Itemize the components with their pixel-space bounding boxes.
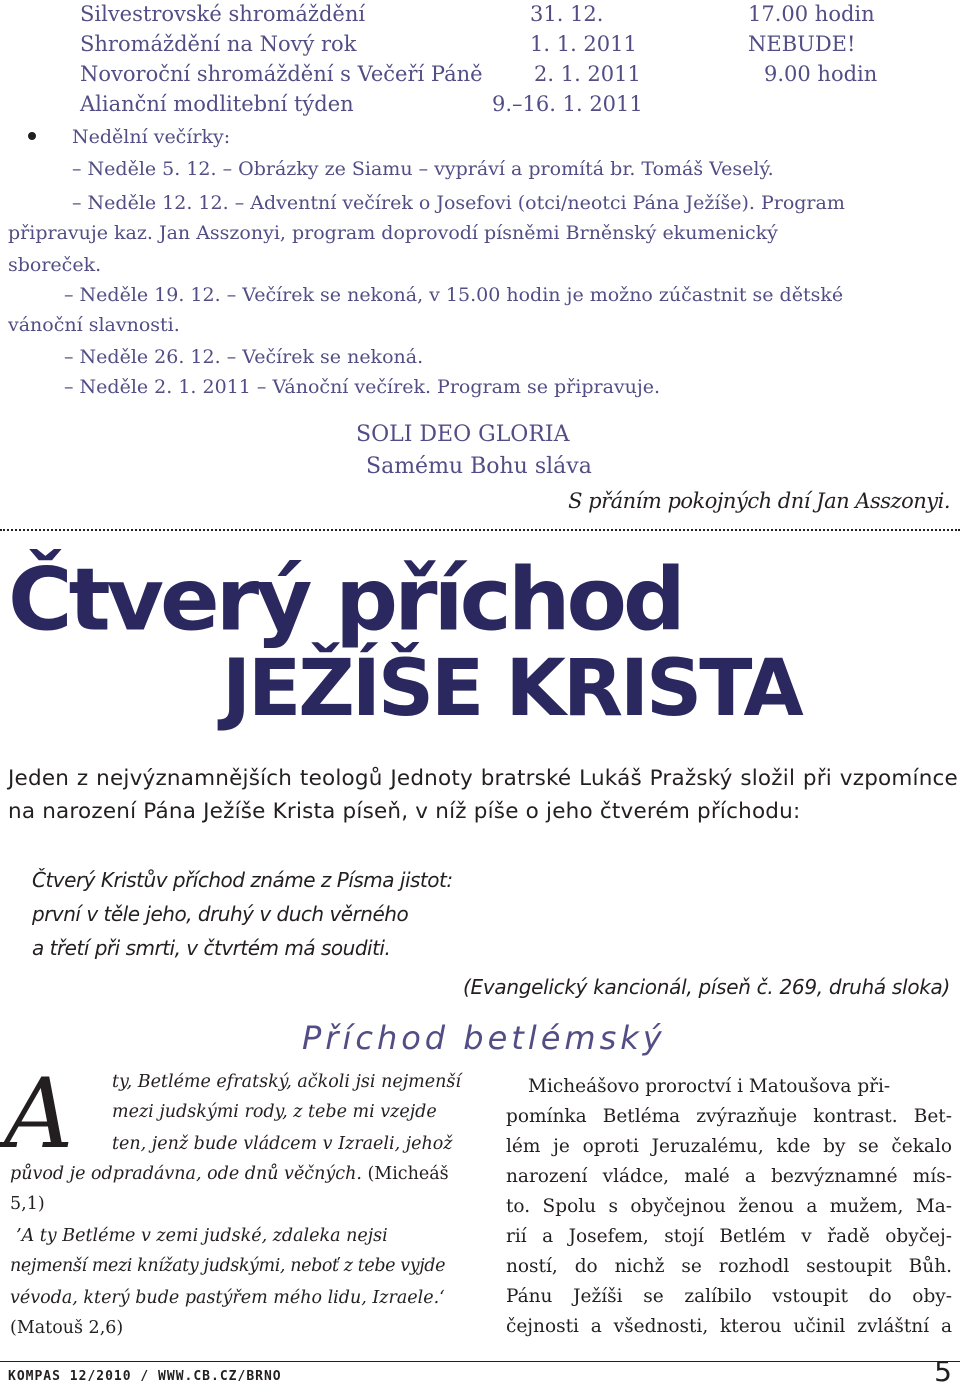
schedule-name: Novoroční shromáždění s Večeří Páně bbox=[80, 62, 483, 86]
schedule-row bbox=[0, 4, 960, 26]
quote-line: ty, Betléme efratský, ačkoli jsi nejmenší bbox=[112, 1072, 461, 1092]
article-title-line1: Čtverý příchod bbox=[8, 549, 682, 650]
paragraph-line: lém je oproti Jeruzalému, kde by se čekalo bbox=[506, 1136, 952, 1157]
article-title-line2: JEŽÍŠE KRISTA bbox=[222, 644, 801, 734]
schedule-name: Silvestrovské shromáždění bbox=[80, 2, 366, 26]
footer-rule bbox=[0, 1361, 960, 1362]
schedule-date: 1. 1. 2011 bbox=[530, 32, 637, 56]
motto-latin: SOLI DEO GLORIA bbox=[356, 422, 570, 447]
motto-czech: Samému Bohu sláva bbox=[366, 454, 592, 479]
quote-ref: (Matouš 2,6) bbox=[10, 1318, 124, 1338]
quote-ref: (Micheáš bbox=[361, 1164, 449, 1184]
quote-line: ten, jenž bude vládcem v Izraeli, jehož bbox=[112, 1134, 453, 1154]
paragraph-line: narození vládce, malé a bezvýznamné mís- bbox=[506, 1166, 952, 1187]
quote-line: původ je odpradávna, ode dnů věčných. bbox=[10, 1164, 362, 1184]
verse-line: a třetí při smrti, v čtvrtém má souditi. bbox=[32, 936, 391, 960]
quote-line: nejmenší mezi knížaty judskými, neboť z tebe vyjde bbox=[10, 1256, 446, 1276]
schedule-row bbox=[0, 94, 960, 116]
verse-line: Čtverý Kristův příchod známe z Písma jistot: bbox=[32, 868, 453, 892]
footer-text: KOMPAS 12/2010 / WWW.CB.CZ/BRNO bbox=[8, 1369, 282, 1384]
evening-line: připravuje kaz. Jan Asszonyi, program doprovodí písněmi Brněnský ekumenický bbox=[8, 222, 778, 244]
signature: S přáním pokojných dní Jan Asszonyi. bbox=[568, 489, 950, 513]
section-divider bbox=[0, 529, 960, 531]
paragraph-line: rií a Josefem, stojí Betlém v řadě obyčej- bbox=[506, 1226, 952, 1247]
evening-line: vánoční slavnosti. bbox=[8, 314, 180, 336]
paragraph-line: čejnosti a všednosti, kterou učinil zvláštní a bbox=[506, 1316, 952, 1337]
schedule-date: 31. 12. bbox=[530, 2, 604, 26]
quote-line: ’A ty Betléme v zemi judské, zdaleka nejsi bbox=[16, 1226, 388, 1246]
schedule-row bbox=[0, 34, 960, 56]
paragraph-line: Pánu Ježíši se zalíbilo vstoupit do oby- bbox=[506, 1286, 952, 1307]
drop-cap: A bbox=[4, 1058, 74, 1170]
paragraph-line: ností, do nichž se rozhodl sestoupit Bůh. bbox=[506, 1256, 952, 1277]
paragraph-line: to. Spolu s obyčejnou ženou a mužem, Ma- bbox=[506, 1196, 952, 1217]
verse-source: (Evangelický kancionál, píseň č. 269, druhá sloka) bbox=[463, 975, 950, 999]
evening-line: – Neděle 5. 12. – Obrázky ze Siamu – vypráví a promítá br. Tomáš Veselý. bbox=[72, 158, 774, 180]
evenings-heading: Nedělní večírky: bbox=[72, 126, 231, 148]
evening-line: – Neděle 19. 12. – Večírek se nekoná, v 15.00 hodin je možno zúčastnit se dětské bbox=[64, 284, 844, 306]
evening-line: – Neděle 26. 12. – Večírek se nekoná. bbox=[64, 346, 424, 368]
paragraph-line: pomínka Betléma zvýrazňuje kontrast. Bet- bbox=[506, 1106, 952, 1127]
article-intro: Jeden z nejvýznamnějších teologů Jednoty bratrské Lukáš Pražský složil při vzpomínce na narození Pána Ježíše Krista píseň, v níž píše o jeho čtverém příchodu: bbox=[8, 766, 958, 824]
section-subheading: Příchod betlémský bbox=[302, 1019, 666, 1057]
schedule-name: Shromáždění na Nový rok bbox=[80, 32, 357, 56]
schedule-time: 9.00 hodin bbox=[764, 62, 878, 86]
schedule-name: Alianční modlitební týden bbox=[80, 92, 354, 116]
quote-line: mezi judskými rody, z tebe mi vzejde bbox=[112, 1102, 437, 1122]
page-number: 5 bbox=[934, 1355, 952, 1388]
schedule-row bbox=[0, 64, 960, 86]
right-column bbox=[506, 1072, 952, 1342]
evening-line: – Neděle 12. 12. – Adventní večírek o Josefovi (otci/neotci Pána Ježíše). Program bbox=[72, 192, 845, 214]
schedule-date: 9.–16. 1. 2011 bbox=[492, 92, 643, 116]
quote-ref: 5,1) bbox=[10, 1194, 45, 1214]
schedule-time: NEBUDE! bbox=[748, 32, 856, 56]
schedule-date: 2. 1. 2011 bbox=[534, 62, 641, 86]
evening-line: – Neděle 2. 1. 2011 – Vánoční večírek. Program se připravuje. bbox=[64, 376, 661, 398]
bullet-icon bbox=[28, 132, 36, 140]
evening-line: sboreček. bbox=[8, 254, 102, 276]
quote-line: vévoda, který bude pastýřem mého lidu, Izraele.‘ bbox=[10, 1288, 445, 1308]
verse-line: první v těle jeho, druhý v duch věrného bbox=[32, 902, 409, 926]
paragraph-line: Micheášovo proroctví i Matoušova při- bbox=[528, 1076, 891, 1097]
schedule-time: 17.00 hodin bbox=[748, 2, 875, 26]
